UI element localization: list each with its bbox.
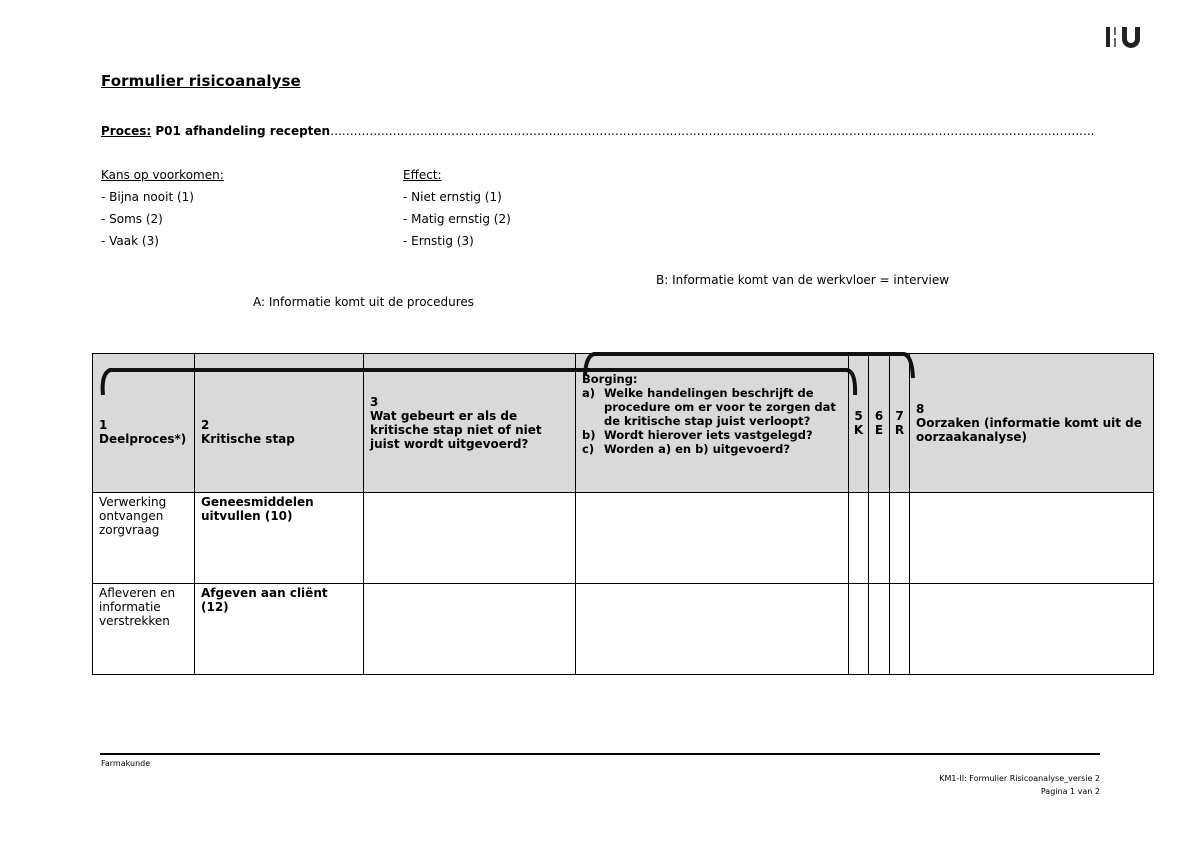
header-num: 1 <box>99 418 108 432</box>
effect-header: Effect: <box>403 168 442 182</box>
borging-b: b) Wordt hierover iets vastgelegd? <box>582 428 813 442</box>
effect-item: - Ernstig (3) <box>403 234 474 248</box>
header-label: Oorzaken (informatie komt uit de oorzaakanalyse) <box>916 416 1142 444</box>
table-row <box>93 584 1154 675</box>
svg-text:HU: HU <box>1105 24 1107 25</box>
cell-kritische-stap[interactable]: Afgeven aan cliënt (12) <box>195 584 364 675</box>
cell-effect[interactable] <box>869 584 890 675</box>
kans-legend <box>101 164 224 252</box>
cell-oorzaken[interactable] <box>910 584 1154 675</box>
header-oorzaken <box>910 354 1154 493</box>
kans-header: Kans op voorkomen: <box>101 168 224 182</box>
header-risico: 7 R <box>890 354 910 493</box>
footer-doc-name: KM1-II: Formulier Risicoanalyse_versie 2 <box>939 774 1100 783</box>
kans-item: - Soms (2) <box>101 212 163 226</box>
proces-dots: ……………………………………………………………………………………………………………………………………………………………………………. <box>330 124 1095 138</box>
risk-table <box>92 353 1154 675</box>
header-gevolg <box>364 354 576 493</box>
footer-right <box>939 772 1100 798</box>
hu-logo <box>1105 24 1145 50</box>
footer-divider <box>100 753 1100 755</box>
kans-item: - Bijna nooit (1) <box>101 190 194 204</box>
header-borging <box>576 354 849 493</box>
footer-left: Farmakunde <box>101 759 151 768</box>
page-title: Formulier risicoanalyse <box>101 72 301 90</box>
header-label: Kritische stap <box>201 432 295 446</box>
table-header-row <box>93 354 1154 493</box>
cell-deelproces[interactable]: Verwerking ontvangen zorgvraag <box>93 493 195 584</box>
cell-kritische-stap[interactable]: Geneesmiddelen uitvullen (10) <box>195 493 364 584</box>
effect-item: - Niet ernstig (1) <box>403 190 502 204</box>
header-kritische-stap <box>195 354 364 493</box>
note-a: A: Informatie komt uit de procedures <box>253 295 475 309</box>
header-label: Deelproces*) <box>99 432 187 446</box>
proces-label: Proces: <box>101 124 152 138</box>
cell-oorzaken[interactable] <box>910 493 1154 584</box>
cell-gevolg[interactable] <box>364 584 576 675</box>
proces-line <box>101 124 1094 138</box>
cell-risico[interactable] <box>890 493 910 584</box>
proces-value: P01 afhandeling recepten <box>151 124 331 138</box>
header-kans: 5 K <box>849 354 869 493</box>
header-label: Wat gebeurt er als de kritische stap niet of niet juist wordt uitgevoerd? <box>370 409 542 451</box>
note-b: B: Informatie komt van de werkvloer = interview <box>656 273 950 287</box>
table-row <box>93 493 1154 584</box>
cell-borging[interactable] <box>576 493 849 584</box>
cell-kans[interactable] <box>849 493 869 584</box>
header-deelproces <box>93 354 195 493</box>
effect-legend <box>403 164 511 252</box>
borging-title: Borging: <box>582 372 638 386</box>
cell-deelproces[interactable]: Afleveren en informatie verstrekken <box>93 584 195 675</box>
borging-c: c) Worden a) en b) uitgevoerd? <box>582 442 790 456</box>
effect-item: - Matig ernstig (2) <box>403 212 511 226</box>
header-num: 2 <box>201 418 210 432</box>
header-effect: 6 E <box>869 354 890 493</box>
cell-effect[interactable] <box>869 493 890 584</box>
kans-item: - Vaak (3) <box>101 234 159 248</box>
cell-borging[interactable] <box>576 584 849 675</box>
header-num: 3 <box>370 395 379 409</box>
header-num: 8 <box>916 402 925 416</box>
cell-gevolg[interactable] <box>364 493 576 584</box>
cell-risico[interactable] <box>890 584 910 675</box>
footer-page-number: Pagina 1 van 2 <box>1040 787 1100 796</box>
cell-kans[interactable] <box>849 584 869 675</box>
borging-a: a) Welke handelingen beschrijft de procedure om er voor te zorgen dat de kritische stap juist verloopt? <box>582 386 836 428</box>
